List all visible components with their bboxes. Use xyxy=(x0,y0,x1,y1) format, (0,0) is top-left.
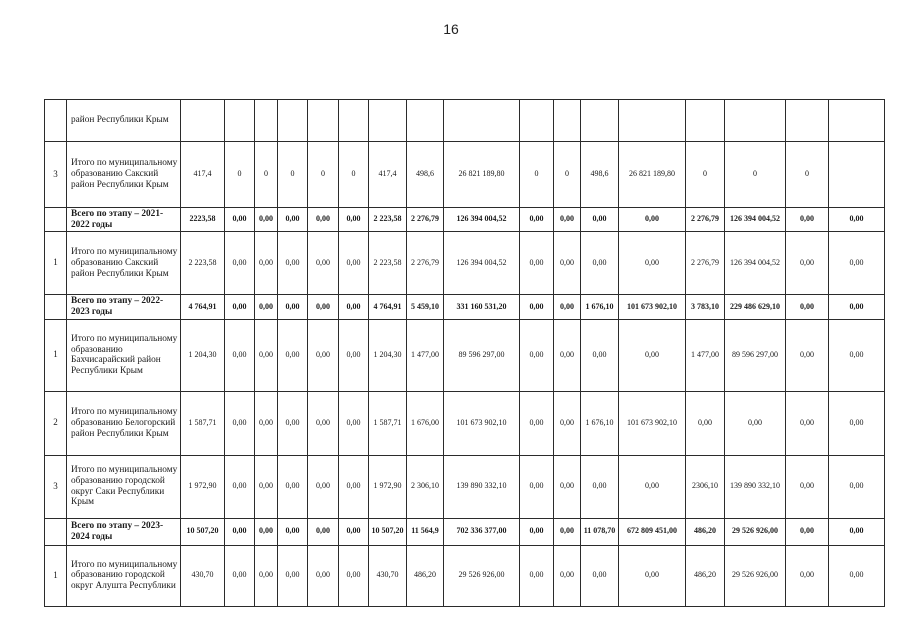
value-cell: 0,00 xyxy=(829,545,885,606)
value-cell: 702 336 377,00 xyxy=(444,518,520,545)
value-cell: 1 477,00 xyxy=(407,319,444,391)
value-cell: 29 526 926,00 xyxy=(444,545,520,606)
value-cell: 0,00 xyxy=(581,208,619,232)
value-cell xyxy=(339,100,369,142)
value-cell: 486,20 xyxy=(686,518,725,545)
value-cell: 11 564,9 xyxy=(407,518,444,545)
value-cell: 0,00 xyxy=(255,208,278,232)
value-cell: 26 821 189,80 xyxy=(444,142,520,208)
value-cell: 0,00 xyxy=(225,232,255,295)
value-cell: 0,00 xyxy=(278,545,308,606)
value-cell: 0,00 xyxy=(619,319,686,391)
value-cell xyxy=(278,100,308,142)
table-row xyxy=(45,100,885,142)
value-cell: 126 394 004,52 xyxy=(725,208,786,232)
value-cell: 1 676,00 xyxy=(407,391,444,455)
value-cell: 0,00 xyxy=(786,545,829,606)
value-cell: 2306,10 xyxy=(686,455,725,518)
value-cell: 0,00 xyxy=(308,455,339,518)
value-cell: 10 507,20 xyxy=(181,518,225,545)
value-cell: 29 526 926,00 xyxy=(725,545,786,606)
value-cell: 0,00 xyxy=(225,295,255,319)
row-name: Всего по этапу – 2021-2022 годы xyxy=(67,208,181,232)
row-name: Итого по муниципальному образованию городской округ Алушта Республики xyxy=(67,545,181,606)
value-cell: 0,00 xyxy=(225,319,255,391)
value-cell: 11 078,70 xyxy=(581,518,619,545)
row-name: Всего по этапу – 2023-2024 годы xyxy=(67,518,181,545)
value-cell: 0,00 xyxy=(339,232,369,295)
value-cell: 331 160 531,20 xyxy=(444,295,520,319)
value-cell: 430,70 xyxy=(369,545,407,606)
table-row xyxy=(45,545,885,606)
value-cell: 0,00 xyxy=(225,518,255,545)
value-cell: 0,00 xyxy=(308,391,339,455)
value-cell: 0 xyxy=(686,142,725,208)
value-cell: 0,00 xyxy=(554,391,581,455)
value-cell: 2 276,79 xyxy=(407,232,444,295)
value-cell xyxy=(308,100,339,142)
value-cell: 417,4 xyxy=(369,142,407,208)
value-cell: 0 xyxy=(554,142,581,208)
value-cell: 0,00 xyxy=(725,391,786,455)
value-cell xyxy=(181,100,225,142)
value-cell: 2 223,58 xyxy=(369,208,407,232)
value-cell: 2223,58 xyxy=(181,208,225,232)
value-cell xyxy=(829,100,885,142)
value-cell: 0,00 xyxy=(520,391,554,455)
value-cell: 0,00 xyxy=(786,232,829,295)
value-cell: 0 xyxy=(339,142,369,208)
value-cell: 0,00 xyxy=(339,319,369,391)
value-cell: 2 276,79 xyxy=(686,208,725,232)
value-cell: 1 676,10 xyxy=(581,295,619,319)
value-cell: 0,00 xyxy=(786,295,829,319)
value-cell: 1 587,71 xyxy=(181,391,225,455)
value-cell: 0,00 xyxy=(829,518,885,545)
value-cell: 0,00 xyxy=(520,232,554,295)
table-row xyxy=(45,319,885,391)
value-cell xyxy=(520,100,554,142)
value-cell: 0,00 xyxy=(581,319,619,391)
value-cell: 0,00 xyxy=(619,545,686,606)
value-cell: 0,00 xyxy=(308,208,339,232)
value-cell: 0,00 xyxy=(339,391,369,455)
value-cell: 0,00 xyxy=(619,232,686,295)
value-cell: 430,70 xyxy=(181,545,225,606)
value-cell: 5 459,10 xyxy=(407,295,444,319)
value-cell: 0,00 xyxy=(786,455,829,518)
value-cell: 0,00 xyxy=(339,545,369,606)
value-cell: 0,00 xyxy=(308,232,339,295)
value-cell: 1 204,30 xyxy=(369,319,407,391)
value-cell: 0,00 xyxy=(581,455,619,518)
row-index xyxy=(45,208,67,232)
table-row xyxy=(45,391,885,455)
value-cell: 0,00 xyxy=(554,295,581,319)
value-cell: 0,00 xyxy=(581,232,619,295)
value-cell: 0,00 xyxy=(786,208,829,232)
value-cell: 498,6 xyxy=(407,142,444,208)
value-cell: 0,00 xyxy=(520,518,554,545)
value-cell: 0,00 xyxy=(520,208,554,232)
value-cell: 126 394 004,52 xyxy=(444,232,520,295)
value-cell: 0,00 xyxy=(339,455,369,518)
value-cell: 0,00 xyxy=(829,455,885,518)
row-index: 1 xyxy=(45,232,67,295)
stage-total-row xyxy=(45,295,885,319)
value-cell: 2 306,10 xyxy=(407,455,444,518)
value-cell: 0,00 xyxy=(278,295,308,319)
value-cell xyxy=(829,142,885,208)
value-cell: 0,00 xyxy=(255,391,278,455)
value-cell: 4 764,91 xyxy=(181,295,225,319)
value-cell: 229 486 629,10 xyxy=(725,295,786,319)
value-cell: 486,20 xyxy=(686,545,725,606)
value-cell: 0,00 xyxy=(255,518,278,545)
row-name: Всего по этапу – 2022-2023 годы xyxy=(67,295,181,319)
row-index xyxy=(45,100,67,142)
value-cell xyxy=(369,100,407,142)
value-cell: 1 972,90 xyxy=(181,455,225,518)
value-cell: 139 890 332,10 xyxy=(725,455,786,518)
value-cell: 0 xyxy=(255,142,278,208)
value-cell: 0,00 xyxy=(686,391,725,455)
value-cell: 0,00 xyxy=(339,208,369,232)
value-cell: 0,00 xyxy=(619,208,686,232)
value-cell: 0 xyxy=(278,142,308,208)
value-cell: 1 587,71 xyxy=(369,391,407,455)
value-cell: 0,00 xyxy=(339,518,369,545)
value-cell: 0,00 xyxy=(255,232,278,295)
table-row xyxy=(45,142,885,208)
row-index: 2 xyxy=(45,391,67,455)
value-cell: 29 526 926,00 xyxy=(725,518,786,545)
value-cell: 0,00 xyxy=(829,319,885,391)
value-cell: 0,00 xyxy=(278,319,308,391)
row-index: 1 xyxy=(45,545,67,606)
row-index: 3 xyxy=(45,142,67,208)
row-index xyxy=(45,518,67,545)
value-cell: 0,00 xyxy=(225,455,255,518)
value-cell xyxy=(407,100,444,142)
value-cell: 0,00 xyxy=(225,545,255,606)
value-cell: 0,00 xyxy=(308,319,339,391)
value-cell: 0,00 xyxy=(520,319,554,391)
value-cell: 10 507,20 xyxy=(369,518,407,545)
value-cell: 89 596 297,00 xyxy=(444,319,520,391)
row-name: район Республики Крым xyxy=(67,100,181,142)
table-body xyxy=(45,100,885,607)
value-cell: 2 223,58 xyxy=(181,232,225,295)
value-cell: 0 xyxy=(308,142,339,208)
value-cell: 0,00 xyxy=(520,295,554,319)
value-cell: 0,00 xyxy=(619,455,686,518)
value-cell: 1 972,90 xyxy=(369,455,407,518)
value-cell: 0,00 xyxy=(554,208,581,232)
value-cell: 89 596 297,00 xyxy=(725,319,786,391)
value-cell xyxy=(619,100,686,142)
value-cell: 0,00 xyxy=(829,391,885,455)
value-cell: 0,00 xyxy=(308,295,339,319)
value-cell xyxy=(725,100,786,142)
page-number: 16 xyxy=(443,21,459,37)
value-cell: 0,00 xyxy=(554,545,581,606)
value-cell: 672 809 451,00 xyxy=(619,518,686,545)
value-cell: 0,00 xyxy=(554,319,581,391)
value-cell: 0,00 xyxy=(786,391,829,455)
row-name: Итого по муниципальному образованию Бахчисарайский район Республики Крым xyxy=(67,319,181,391)
value-cell: 486,20 xyxy=(407,545,444,606)
value-cell: 498,6 xyxy=(581,142,619,208)
value-cell: 0 xyxy=(786,142,829,208)
value-cell: 101 673 902,10 xyxy=(444,391,520,455)
value-cell: 101 673 902,10 xyxy=(619,295,686,319)
value-cell: 0,00 xyxy=(520,455,554,518)
value-cell: 3 783,10 xyxy=(686,295,725,319)
value-cell: 0,00 xyxy=(786,518,829,545)
value-cell: 2 276,79 xyxy=(686,232,725,295)
value-cell: 0,00 xyxy=(255,319,278,391)
value-cell: 0,00 xyxy=(308,518,339,545)
value-cell: 0,00 xyxy=(554,518,581,545)
value-cell: 101 673 902,10 xyxy=(619,391,686,455)
value-cell: 126 394 004,52 xyxy=(725,232,786,295)
table-row xyxy=(45,455,885,518)
value-cell: 1 676,10 xyxy=(581,391,619,455)
value-cell: 0,00 xyxy=(829,208,885,232)
table-row xyxy=(45,232,885,295)
stage-total-row xyxy=(45,518,885,545)
value-cell: 0,00 xyxy=(255,455,278,518)
value-cell: 2 276,79 xyxy=(407,208,444,232)
value-cell xyxy=(444,100,520,142)
value-cell xyxy=(255,100,278,142)
row-name: Итого по муниципальному образованию городской округ Саки Республики Крым xyxy=(67,455,181,518)
value-cell xyxy=(686,100,725,142)
value-cell: 0 xyxy=(520,142,554,208)
value-cell: 0,00 xyxy=(829,295,885,319)
row-name: Итого по муниципальному образованию Белогорский район Республики Крым xyxy=(67,391,181,455)
row-index xyxy=(45,295,67,319)
value-cell: 139 890 332,10 xyxy=(444,455,520,518)
value-cell: 0,00 xyxy=(829,232,885,295)
row-name: Итого по муниципальному образованию Сакский район Республики Крым xyxy=(67,142,181,208)
value-cell: 4 764,91 xyxy=(369,295,407,319)
stage-total-row xyxy=(45,208,885,232)
value-cell: 0 xyxy=(725,142,786,208)
value-cell: 0,00 xyxy=(225,391,255,455)
value-cell: 0 xyxy=(225,142,255,208)
value-cell: 0,00 xyxy=(255,545,278,606)
row-index: 1 xyxy=(45,319,67,391)
value-cell: 0,00 xyxy=(308,545,339,606)
value-cell xyxy=(225,100,255,142)
row-name: Итого по муниципальному образованию Сакский район Республики Крым xyxy=(67,232,181,295)
value-cell: 0,00 xyxy=(225,208,255,232)
value-cell xyxy=(786,100,829,142)
value-cell: 0,00 xyxy=(339,295,369,319)
value-cell: 0,00 xyxy=(554,232,581,295)
value-cell: 0,00 xyxy=(278,455,308,518)
value-cell xyxy=(581,100,619,142)
value-cell: 26 821 189,80 xyxy=(619,142,686,208)
value-cell: 1 204,30 xyxy=(181,319,225,391)
value-cell: 0,00 xyxy=(278,391,308,455)
value-cell: 0,00 xyxy=(581,545,619,606)
value-cell: 0,00 xyxy=(278,232,308,295)
value-cell: 0,00 xyxy=(786,319,829,391)
value-cell: 0,00 xyxy=(278,208,308,232)
value-cell xyxy=(554,100,581,142)
value-cell: 2 223,58 xyxy=(369,232,407,295)
value-cell: 0,00 xyxy=(278,518,308,545)
value-cell: 126 394 004,52 xyxy=(444,208,520,232)
data-table xyxy=(44,99,885,607)
value-cell: 1 477,00 xyxy=(686,319,725,391)
value-cell: 0,00 xyxy=(520,545,554,606)
value-cell: 0,00 xyxy=(255,295,278,319)
value-cell: 0,00 xyxy=(554,455,581,518)
row-index: 3 xyxy=(45,455,67,518)
value-cell: 417,4 xyxy=(181,142,225,208)
